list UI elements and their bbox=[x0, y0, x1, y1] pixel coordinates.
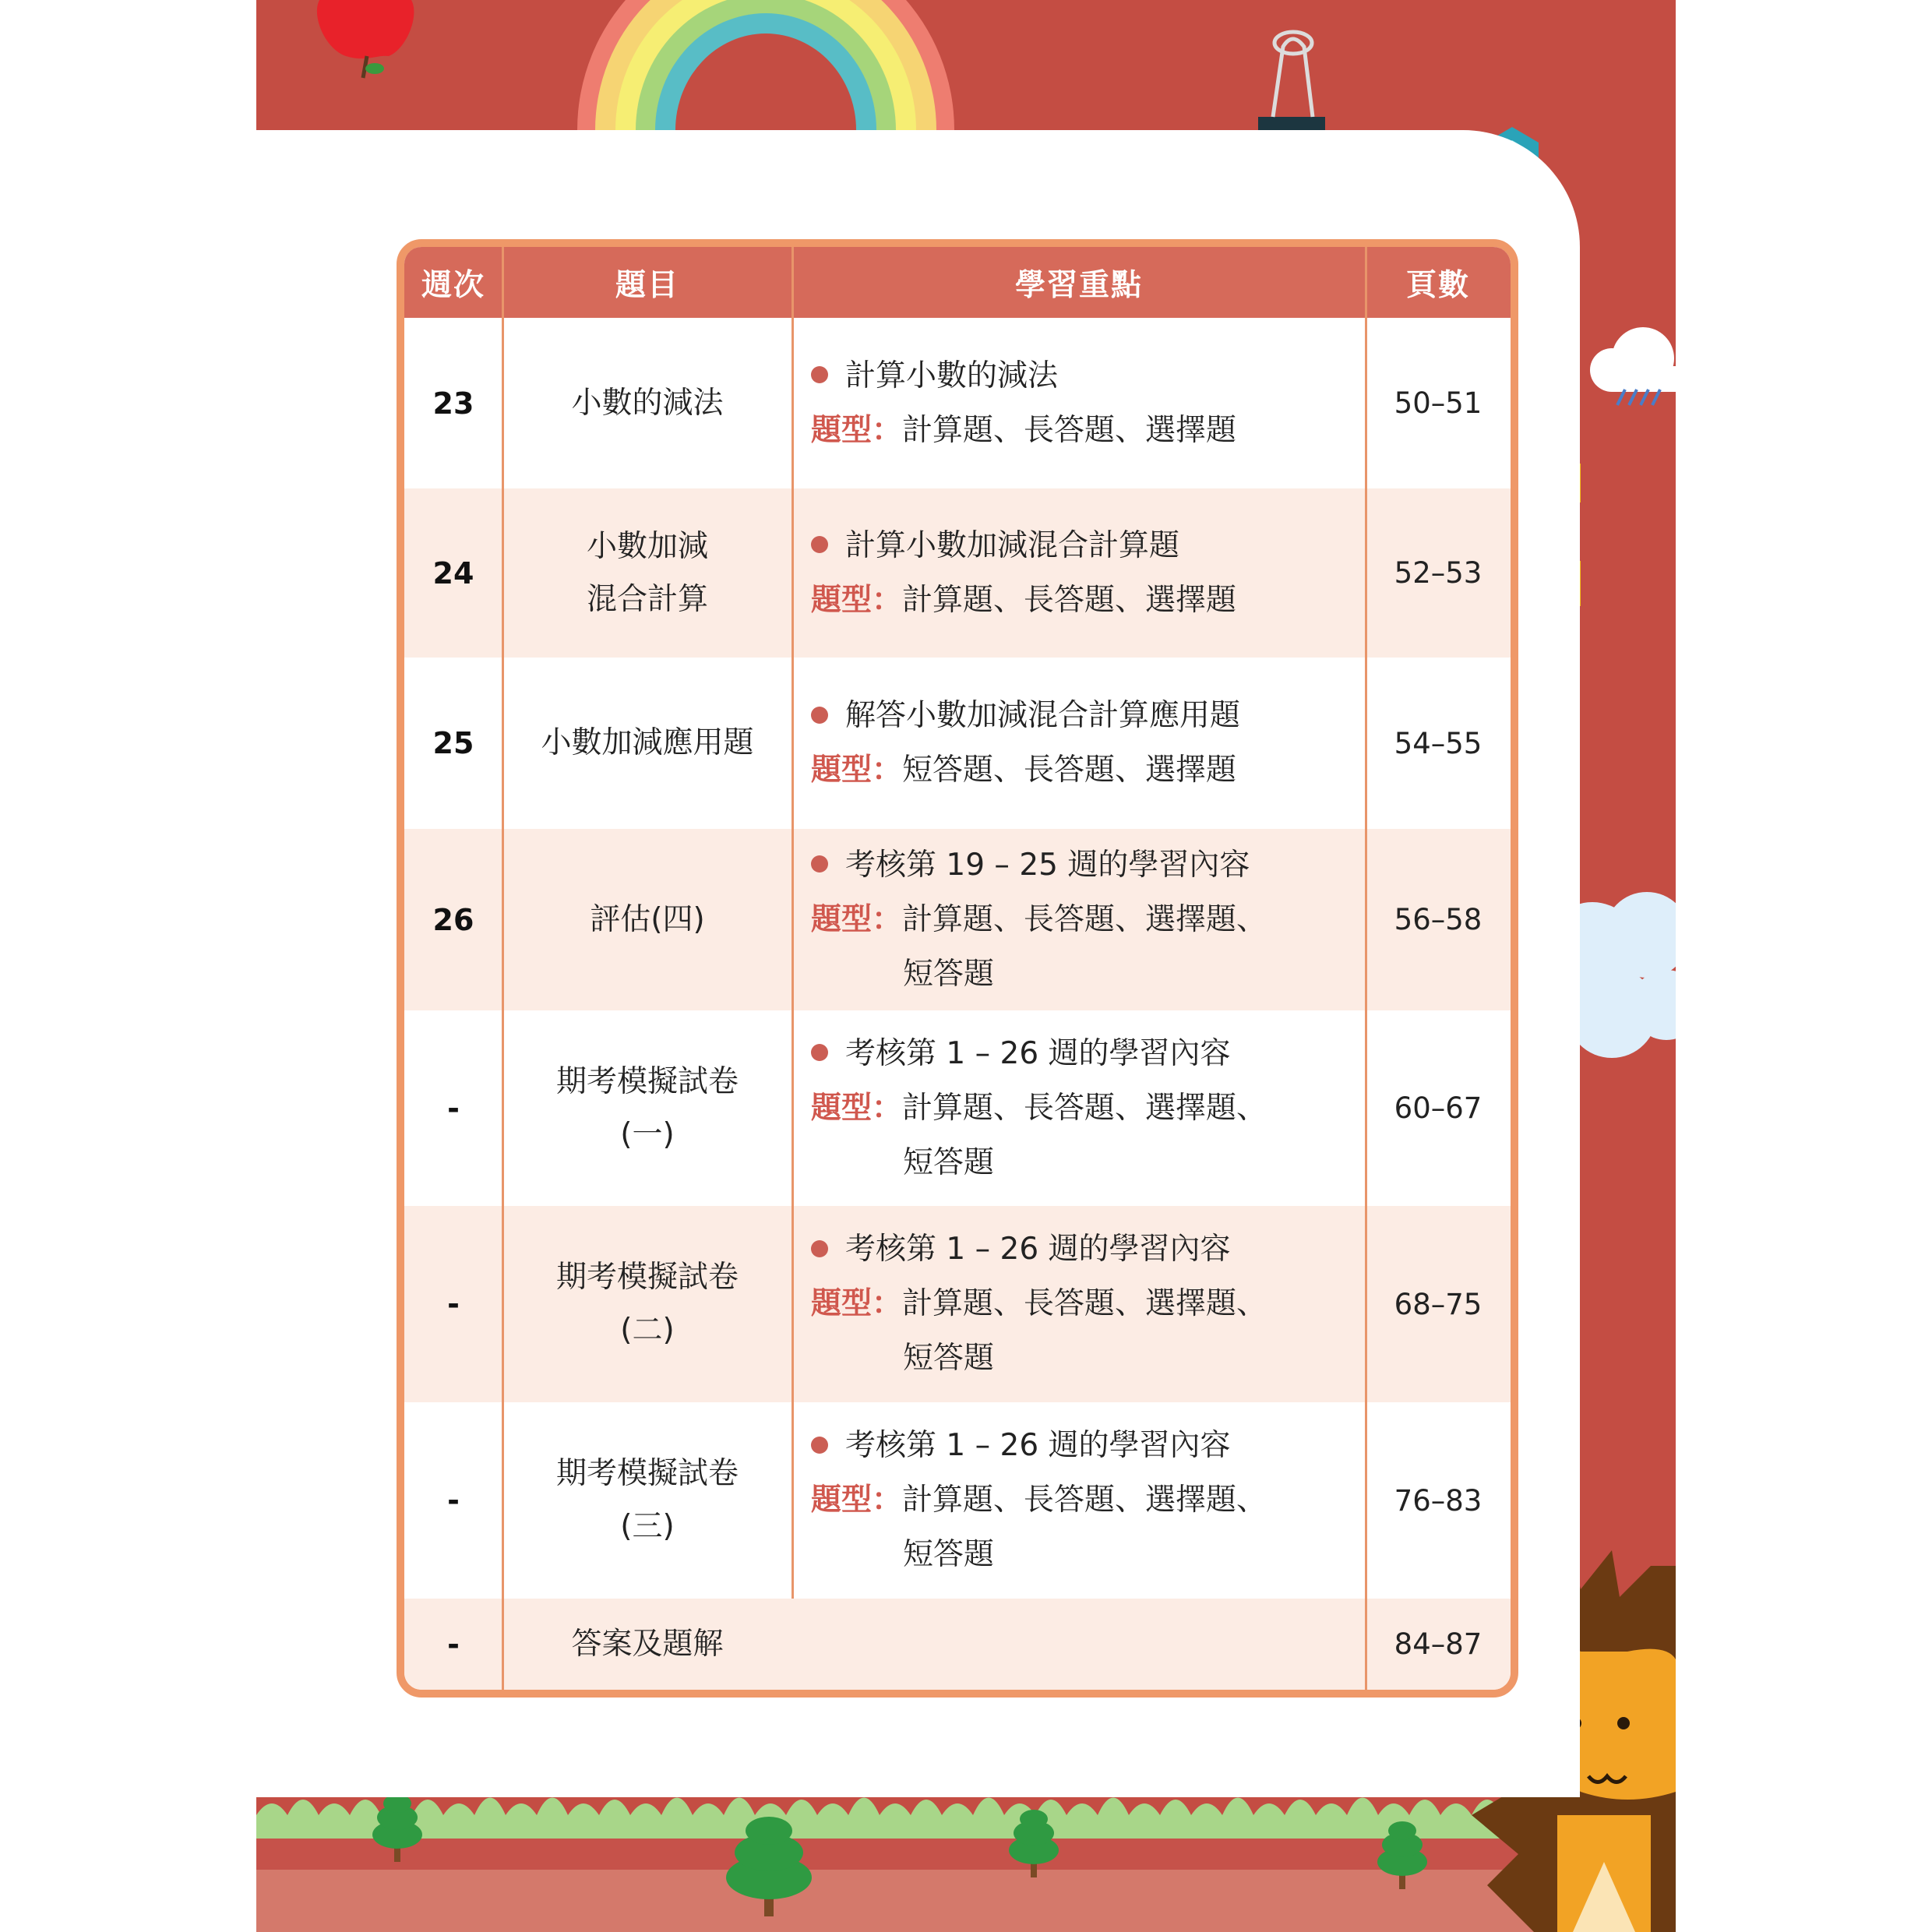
question-type-text: 短答題 bbox=[903, 956, 995, 992]
focus-cell bbox=[792, 488, 1366, 658]
focus-cell bbox=[792, 1402, 1366, 1599]
focus-text: 解答小數加減混合計算應用題 bbox=[845, 698, 1241, 733]
table-header bbox=[404, 247, 1511, 318]
focus-point bbox=[811, 349, 1236, 404]
focus-point bbox=[811, 519, 1236, 573]
title-line: (三) bbox=[620, 1509, 675, 1544]
focus-content bbox=[792, 1222, 1267, 1386]
topic-title bbox=[587, 520, 708, 626]
question-type-text: 計算題、長答題、選擇題 bbox=[902, 412, 1237, 448]
page-range: 68–75 bbox=[1394, 1287, 1482, 1321]
column-divider bbox=[1365, 247, 1367, 1690]
table-row bbox=[404, 1599, 1511, 1690]
title-cell bbox=[502, 1010, 792, 1206]
topic-title bbox=[556, 1447, 739, 1553]
question-types bbox=[811, 1528, 1267, 1582]
bullet-icon bbox=[811, 536, 828, 553]
title-cell bbox=[502, 318, 792, 488]
title-cell bbox=[502, 1206, 792, 1402]
title-line: 小數的減法 bbox=[571, 385, 724, 421]
table-row bbox=[404, 658, 1511, 829]
focus-content bbox=[792, 838, 1267, 1002]
question-type-label: 題型： bbox=[811, 412, 903, 448]
bullet-icon bbox=[811, 366, 828, 383]
question-type-text: 短答題 bbox=[903, 1341, 995, 1376]
table-row bbox=[404, 1010, 1511, 1206]
question-types bbox=[811, 573, 1236, 628]
question-type-text: 計算題、長答題、選擇題 bbox=[902, 582, 1237, 618]
title-line: (一) bbox=[620, 1116, 675, 1152]
column-divider bbox=[502, 247, 504, 1690]
focus-point bbox=[811, 689, 1240, 743]
question-types bbox=[811, 743, 1240, 798]
focus-point bbox=[811, 1419, 1267, 1473]
page-range: 50–51 bbox=[1394, 386, 1482, 420]
week-cell: 24 bbox=[432, 555, 474, 591]
page-range: 56–58 bbox=[1394, 903, 1482, 936]
focus-content bbox=[792, 689, 1240, 798]
title-line: 期考模擬試卷 bbox=[555, 1260, 739, 1295]
bullet-icon bbox=[811, 1044, 828, 1061]
question-types bbox=[811, 947, 1267, 1002]
focus-content bbox=[792, 1027, 1267, 1190]
page-range: 52–53 bbox=[1394, 556, 1482, 590]
question-type-text: 短答題 bbox=[903, 1537, 995, 1572]
title-cell bbox=[502, 829, 792, 1010]
title-line: 期考模擬試卷 bbox=[555, 1456, 739, 1491]
focus-cell bbox=[792, 829, 1366, 1010]
page-range: 60–67 bbox=[1394, 1091, 1482, 1125]
focus-point bbox=[811, 1027, 1267, 1081]
title-line: (二) bbox=[620, 1313, 675, 1348]
bullet-icon bbox=[811, 1437, 828, 1454]
week-cell: 25 bbox=[432, 726, 474, 760]
focus-text: 考核第 1 – 26 週的學習內容 bbox=[845, 1232, 1231, 1267]
week-cell: 26 bbox=[432, 902, 474, 937]
header-cell: 題目 bbox=[615, 267, 679, 303]
header-cell: 頁數 bbox=[1405, 267, 1470, 303]
question-type-text: 短答題 bbox=[903, 1144, 995, 1180]
week-cell: 23 bbox=[432, 386, 474, 421]
title-line: 小數加減 bbox=[586, 528, 708, 564]
page-range: 84–87 bbox=[1394, 1627, 1482, 1661]
focus-text: 考核第 1 – 26 週的學習內容 bbox=[845, 1035, 1231, 1071]
focus-content bbox=[792, 1419, 1267, 1582]
title-line: 期考模擬試卷 bbox=[555, 1063, 739, 1099]
column-divider bbox=[791, 247, 794, 1599]
answers-title: 答案及題解 bbox=[571, 1626, 724, 1662]
page-range: 54–55 bbox=[1394, 726, 1482, 760]
title-cell bbox=[502, 1402, 792, 1599]
question-type-label: 題型： bbox=[811, 1090, 903, 1126]
focus-text: 考核第 19 – 25 週的學習內容 bbox=[845, 847, 1250, 883]
focus-content bbox=[792, 519, 1236, 628]
question-type-label: 題型： bbox=[811, 753, 903, 788]
table-row bbox=[404, 488, 1511, 658]
question-type-text: 計算題、長答題、選擇題、 bbox=[902, 1482, 1267, 1518]
question-type-label: 題型： bbox=[811, 582, 903, 618]
header-cell: 學習重點 bbox=[1014, 267, 1143, 303]
rain-cloud-icon bbox=[1590, 327, 1676, 405]
question-types bbox=[811, 1473, 1267, 1528]
bullet-icon bbox=[811, 855, 828, 873]
title-line: 評估(四) bbox=[590, 901, 705, 937]
title-line: 小數加減應用題 bbox=[541, 725, 754, 760]
title-line: 混合計算 bbox=[586, 581, 708, 617]
header-cell: 週次 bbox=[421, 267, 485, 303]
focus-content bbox=[792, 349, 1236, 458]
focus-text: 計算小數的減法 bbox=[845, 358, 1059, 393]
question-type-label: 題型： bbox=[811, 1286, 903, 1321]
question-types bbox=[811, 1277, 1267, 1331]
focus-cell bbox=[792, 658, 1366, 829]
focus-text: 考核第 1 – 26 週的學習內容 bbox=[845, 1428, 1231, 1463]
table-row bbox=[404, 1402, 1511, 1599]
topic-title bbox=[590, 894, 704, 947]
question-type-text: 計算題、長答題、選擇題、 bbox=[902, 1286, 1267, 1321]
focus-cell bbox=[792, 318, 1366, 488]
focus-cell bbox=[792, 1206, 1366, 1402]
apple-icon bbox=[317, 0, 414, 78]
question-type-text: 計算題、長答題、選擇題、 bbox=[902, 901, 1267, 937]
focus-text: 計算小數加減混合計算題 bbox=[845, 527, 1180, 563]
page-background bbox=[256, 0, 1676, 1932]
title-cell bbox=[502, 658, 792, 829]
title-cell bbox=[502, 488, 792, 658]
topic-title bbox=[571, 377, 723, 430]
focus-point bbox=[811, 838, 1267, 893]
topic-title bbox=[556, 1056, 739, 1162]
week-cell: - bbox=[447, 1483, 460, 1518]
week-cell: - bbox=[447, 1627, 460, 1662]
question-type-text: 計算題、長答題、選擇題、 bbox=[902, 1090, 1267, 1126]
bullet-icon bbox=[811, 1240, 828, 1257]
page-range: 76–83 bbox=[1394, 1483, 1482, 1518]
question-types bbox=[811, 1331, 1267, 1386]
table-row bbox=[404, 1206, 1511, 1402]
rainbow bbox=[577, 0, 954, 130]
table-row bbox=[404, 829, 1511, 1010]
question-type-text: 短答題、長答題、選擇題 bbox=[902, 753, 1237, 788]
topic-title bbox=[556, 1251, 739, 1357]
question-type-label: 題型： bbox=[811, 1482, 903, 1518]
week-cell: - bbox=[447, 1091, 460, 1126]
bullet-icon bbox=[811, 707, 828, 724]
question-types bbox=[811, 893, 1267, 947]
question-types bbox=[811, 404, 1236, 458]
focus-point bbox=[811, 1222, 1267, 1277]
question-types bbox=[811, 1136, 1267, 1190]
topic-title bbox=[541, 717, 753, 770]
question-types bbox=[811, 1081, 1267, 1136]
table-row bbox=[404, 318, 1511, 488]
week-cell: - bbox=[447, 1287, 460, 1321]
question-type-label: 題型： bbox=[811, 901, 903, 937]
focus-cell bbox=[792, 1010, 1366, 1206]
grass-hills bbox=[256, 1798, 1676, 1932]
contents-table bbox=[397, 239, 1518, 1698]
